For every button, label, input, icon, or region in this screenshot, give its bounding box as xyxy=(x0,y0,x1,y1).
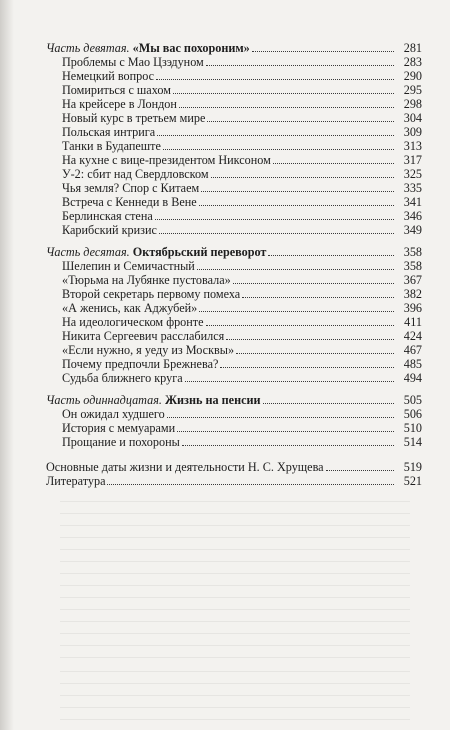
entry-title: Проблемы с Мао Цзэдуном xyxy=(62,55,204,69)
entry-title: У-2: сбит над Свердловском xyxy=(62,167,209,181)
page-number: 317 xyxy=(403,153,422,167)
show-through-text xyxy=(60,490,410,670)
page-number: 304 xyxy=(403,111,422,125)
entry-title: Чья земля? Спор с Китаем xyxy=(62,181,200,195)
page-number: 346 xyxy=(403,209,422,223)
entry-title: «А женись, как Аджубей» xyxy=(62,301,198,315)
toc-entry[interactable] xyxy=(62,315,422,329)
entry-title: Литература xyxy=(46,474,106,488)
page-number: 411 xyxy=(404,315,422,329)
page-number: 335 xyxy=(403,181,422,195)
page-number: 358 xyxy=(403,245,422,259)
dot-leader xyxy=(199,310,394,312)
dot-leader xyxy=(156,78,394,80)
entry-title: Немецкий вопрос xyxy=(62,69,155,83)
dot-leader xyxy=(163,148,394,150)
entry-title: Карибский кризис xyxy=(62,223,157,237)
page-number: 281 xyxy=(403,41,422,55)
toc-entry[interactable] xyxy=(62,181,422,195)
toc-entry[interactable] xyxy=(62,153,422,167)
part-title: Октябрьский переворот xyxy=(132,245,267,259)
part-title: Жизнь на пенсии xyxy=(164,393,261,407)
page-number: 358 xyxy=(403,259,422,273)
dot-leader xyxy=(233,282,394,284)
part-title: «Мы вас похороним» xyxy=(132,41,250,55)
show-through-text xyxy=(60,660,410,720)
appendix-entry[interactable] xyxy=(46,474,422,488)
dot-leader xyxy=(226,338,394,340)
entry-title: Второй секретарь первому помеха xyxy=(62,287,241,301)
page-number: 514 xyxy=(403,435,422,449)
entry-title: Помириться с шахом xyxy=(62,83,171,97)
page-number: 424 xyxy=(403,329,422,343)
entry-title: «Тюрьма на Лубянке пустовала» xyxy=(62,273,231,287)
dot-leader xyxy=(201,190,394,192)
page-number: 325 xyxy=(403,167,422,181)
dot-leader xyxy=(157,134,394,136)
page-number: 313 xyxy=(403,139,422,153)
entry-title: «Если нужно, я уеду из Москвы» xyxy=(62,343,235,357)
dot-leader xyxy=(211,176,394,178)
toc-entry[interactable] xyxy=(62,97,422,111)
dot-leader xyxy=(273,162,394,164)
toc-entry[interactable] xyxy=(62,343,422,357)
dot-leader xyxy=(252,50,394,52)
toc-entry[interactable] xyxy=(62,111,422,125)
entry-title: На крейсере в Лондон xyxy=(62,97,177,111)
toc-entry[interactable] xyxy=(62,125,422,139)
page-number: 506 xyxy=(403,407,422,421)
entry-title: Берлинская стена xyxy=(62,209,153,223)
dot-leader xyxy=(263,402,394,404)
page-number: 467 xyxy=(403,343,422,357)
toc-entry[interactable] xyxy=(62,371,422,385)
part-label: Часть одиннадцатая. xyxy=(46,393,162,407)
dot-leader xyxy=(182,444,394,446)
dot-leader xyxy=(173,92,394,94)
toc-entry[interactable] xyxy=(62,209,422,223)
dot-leader xyxy=(242,296,394,298)
appendix-entry[interactable] xyxy=(46,460,422,474)
page-number: 382 xyxy=(403,287,422,301)
entry-title: Встреча с Кеннеди в Вене xyxy=(62,195,197,209)
toc-entry[interactable] xyxy=(62,421,422,435)
page-number: 396 xyxy=(403,301,422,315)
entry-title: На идеологическом фронте xyxy=(62,315,204,329)
entry-title: Новый курс в третьем мире xyxy=(62,111,206,125)
toc-entry[interactable] xyxy=(62,273,422,287)
page-number: 505 xyxy=(403,393,422,407)
dot-leader xyxy=(159,232,394,234)
page-number: 494 xyxy=(403,371,422,385)
page-number: 519 xyxy=(403,460,422,474)
page-number: 283 xyxy=(403,55,422,69)
entry-title: Судьба ближнего круга xyxy=(62,371,183,385)
dot-leader xyxy=(326,469,394,471)
page-number: 290 xyxy=(403,69,422,83)
part-label: Часть десятая. xyxy=(46,245,130,259)
dot-leader xyxy=(236,352,394,354)
dot-leader xyxy=(206,64,394,66)
toc-entry[interactable] xyxy=(62,139,422,153)
toc-entry[interactable] xyxy=(62,223,422,237)
dot-leader xyxy=(268,254,394,256)
entry-title: История с мемуарами xyxy=(62,421,176,435)
dot-leader xyxy=(185,380,394,382)
toc-entry[interactable] xyxy=(62,329,422,343)
entry-title: Танки в Будапеште xyxy=(62,139,161,153)
page-number: 510 xyxy=(403,421,422,435)
toc-entry[interactable] xyxy=(62,195,422,209)
dot-leader xyxy=(167,416,394,418)
toc-entry[interactable] xyxy=(62,357,422,371)
dot-leader xyxy=(107,483,394,485)
page-number: 341 xyxy=(403,195,422,209)
page-number: 295 xyxy=(403,83,422,97)
toc-entry[interactable] xyxy=(62,69,422,83)
dot-leader xyxy=(179,106,394,108)
entry-title: Шелепин и Семичастный xyxy=(62,259,195,273)
page-number: 309 xyxy=(403,125,422,139)
toc-entry[interactable] xyxy=(62,83,422,97)
part-heading[interactable] xyxy=(46,245,422,259)
entry-title: Почему предпочли Брежнева? xyxy=(62,357,219,371)
dot-leader xyxy=(199,204,394,206)
page-number: 485 xyxy=(403,357,422,371)
entry-title: На кухне с вице-президентом Никсоном xyxy=(62,153,271,167)
dot-leader xyxy=(207,120,394,122)
dot-leader xyxy=(177,430,394,432)
part-heading[interactable] xyxy=(46,41,422,55)
toc-entry[interactable] xyxy=(62,407,422,421)
toc-entry[interactable] xyxy=(62,287,422,301)
entry-title: Прощание и похороны xyxy=(62,435,180,449)
dot-leader xyxy=(220,366,394,368)
part-label: Часть девятая. xyxy=(46,41,130,55)
entry-title: Никита Сергеевич расслабился xyxy=(62,329,225,343)
toc-entry[interactable] xyxy=(62,435,422,449)
page-edge-shadow xyxy=(0,0,14,730)
toc-entry[interactable] xyxy=(62,55,422,69)
dot-leader xyxy=(206,324,394,326)
entry-title: Основные даты жизни и деятельности Н. С. Хрущева xyxy=(46,460,324,474)
page-number: 349 xyxy=(403,223,422,237)
page-number: 298 xyxy=(403,97,422,111)
part-heading[interactable] xyxy=(46,393,422,407)
entry-title: Польская интрига xyxy=(62,125,156,139)
entry-title: Он ожидал худшего xyxy=(62,407,165,421)
toc-entry[interactable] xyxy=(62,259,422,273)
toc-entry[interactable] xyxy=(62,301,422,315)
toc-entry[interactable] xyxy=(62,167,422,181)
page-number: 521 xyxy=(403,474,422,488)
page-number: 367 xyxy=(403,273,422,287)
dot-leader xyxy=(197,268,394,270)
dot-leader xyxy=(155,218,394,220)
